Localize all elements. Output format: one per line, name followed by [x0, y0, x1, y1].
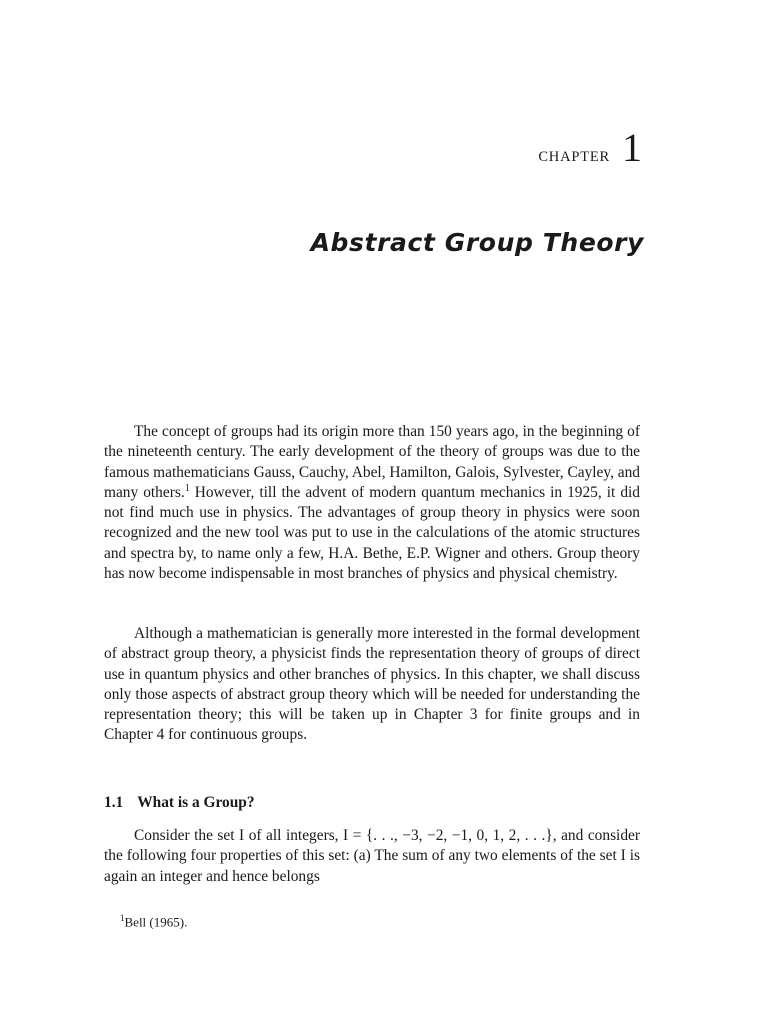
chapter-label: CHAPTER	[538, 149, 610, 165]
section-number: 1.1	[104, 794, 124, 811]
intro-paragraph	[104, 422, 640, 584]
intro-text: The concept of groups had its origin more than 150 years ago, in the beginning of the nineteenth century. The early development of the theory of groups was due to the famous mathematicians Gauss, Cauchy, Abel, Hamilton, Galois, Sylvester, Cayley, and many others.	[104, 423, 640, 501]
chapter-title: Abstract Group Theory	[310, 228, 644, 257]
section-paragraph: Consider the set I of all integers, I = {. . ., −3, −2, −1, 0, 1, 2, . . .}, and consider the following four properties of this set: (a) The sum of any two elements of the set I is again an integer and hence belongs	[104, 827, 640, 885]
footnote	[120, 913, 187, 930]
footnote-text: Bell (1965).	[124, 914, 188, 930]
chapter-number: 1	[622, 125, 642, 170]
chapter-heading	[538, 125, 642, 170]
intro-text-continued: However, till the advent of modern quantum mechanics in 1925, it did not find much use in physics. The advantages of group theory in physics were soon recognized and the new tool was put to use in the calculations of the atomic structures and spectra by, to name only a few, H.A. Bethe, E.P. Wigner and others. Group theory has now become indispensable in most branches of physics and physical chemistry.	[104, 483, 640, 582]
footnote-mark: 1	[120, 913, 125, 923]
second-paragraph: Although a mathematician is generally more interested in the formal development of abstract group theory, a physicist finds the representation theory of groups of direct use in quantum physics and other branches of physics. In this chapter, we shall discuss only those aspects of abstract group theory which will be needed for understanding the representation theory; this will be taken up in Chapter 3 for finite groups and in Chapter 4 for continuous groups.	[104, 625, 640, 744]
section-heading	[104, 794, 255, 812]
section-title: What is a Group?	[137, 794, 255, 811]
footnote-reference: 1	[184, 482, 190, 494]
